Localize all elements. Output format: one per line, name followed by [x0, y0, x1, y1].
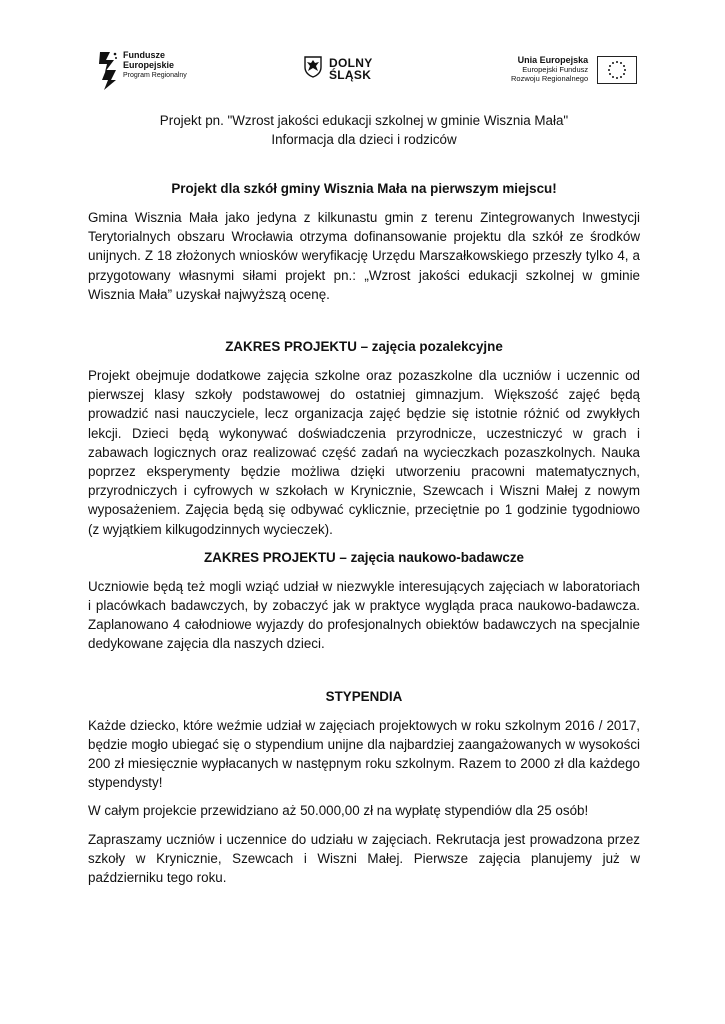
- fe-line1: Fundusze: [123, 50, 165, 60]
- ue-line3: Rozwoju Regionalnego: [511, 74, 589, 83]
- paragraph-intro: Gmina Wisznia Mała jako jedyna z kilkunastu gmin z terenu Zintegrowanych Inwestycji Terytorialnych obszaru Wrocławia otrzyma dofinansowanie projektu dla szkół ze środków unijnych. Z 18 złożonych wniosków weryfikację Urzędu Marszałkowskiego przeszły tylko 4, a przygotowany własnymi siłami projekt pn.: „Wzrost jakości edukacji szkolnej w gminie Wisznia Mała” uzyskał najwyższą ocenę.: [88, 210, 640, 302]
- paragraph-stypendia-2: W całym projekcie przewidziano aż 50.000,00 zł na wypłatę stypendiów dla 25 osób!: [88, 803, 589, 819]
- ue-line2: Europejski Fundusz: [522, 65, 589, 74]
- project-title-line1: Projekt pn. "Wzrost jakości edukacji szkolnej w gminie Wisznia Mała": [159, 113, 569, 128]
- ue-line1: Unia Europejska: [517, 55, 589, 65]
- ds-line1: DOLNY: [329, 55, 373, 70]
- section-title-stypendia: STYPENDIA: [325, 688, 403, 704]
- eu-flag-icon: [597, 56, 637, 84]
- paragraph-stypendia-3: Zapraszamy uczniów i uczennice do udziału w zajęciach. Rekrutacja jest prowadzona przez szkoły w Krynicznie, Szewcach i Wiszni Małej. Pierwsze zajęcia planujemy już w październiku tego roku.: [88, 831, 640, 886]
- paragraph-pozalekcyjne: Projekt obejmuje dodatkowe zajęcia szkolne oraz pozaszkolne dla uczniów i uczennic od pierwszej klasy szkoły podstawowej do ostatniej gimnazjum. Większość zajęć będą prowadzić nasi nauczyciele, lecz organizacja zajęć będzie się istotnie różnić od zwykłych lekcji. Dzieci będą wykonywać doświadczenia przyrodnicze, uczestniczyć w grach i zabawach logicznych oraz realizować część zadań na wycieczkach pozaszkolnych. Nauka poprzez eksperymenty będzie możliwa dzięki utworzeniu pracowni matematycznych, przyrodniczych i cyfrowych w szkołach w Krynicznie, Szewcach i Wiszni Małej z nowym wyposażeniem. Zajęcia będą się odbywać cyklicznie, przeciętnie po 1 godzinie tygodniowo (z wyjątkiem kilkugodzinnych wycieczek).: [88, 368, 640, 537]
- section-title-naukowo-badawcze: ZAKRES PROJEKTU – zajęcia naukowo-badawcze: [204, 549, 524, 565]
- project-title: [88, 111, 640, 149]
- section-title-intro: Projekt dla szkół gminy Wisznia Mała na pierwszym miejscu!: [171, 181, 557, 196]
- paragraph-stypendia-1: Każde dziecko, które weźmie udział w zajęciach projektowych w roku szkolnym 2016 / 2017, będzie mogło ubiegać się o stypendium unijne dla najbardziej zaangażowanych w wysokości 200 zł miesięcznie wypłacanych w następnym roku szkolnym. Razem to 2000 zł dla każdego stypendysty!: [88, 717, 640, 791]
- dolny-slask-logo: [303, 54, 373, 83]
- eagle-icon: [303, 54, 323, 83]
- fe-line2: Europejskie: [123, 60, 175, 70]
- paragraph-naukowo-badawcze: Uczniowie będą też mogli wziąć udział w niezwykle interesujących zajęciach w laboratoriach i placówkach badawczych, by zobaczyć jak w praktyce wygląda praca naukowo-badawcza. Zaplanowano 4 całodniowe wyjazdy do profesjonalnych obiektów badawczych na specjalnie dedykowane zajęcia dla naszych dzieci.: [88, 578, 640, 652]
- unia-europejska-logo: [511, 56, 637, 84]
- project-title-line2: Informacja dla dzieci i rodziców: [271, 132, 457, 147]
- fundusze-europejskie-logo: [96, 50, 187, 90]
- fe-line3: Program Regionalny: [123, 72, 187, 79]
- logo-bar: [0, 44, 725, 100]
- document-body: [88, 108, 640, 887]
- ds-line2: ŚLĄSK: [329, 67, 372, 82]
- section-title-pozalekcyjne: ZAKRES PROJEKTU – zajęcia pozalekcyjne: [225, 339, 503, 355]
- fundusze-europejskie-icon: [96, 50, 118, 90]
